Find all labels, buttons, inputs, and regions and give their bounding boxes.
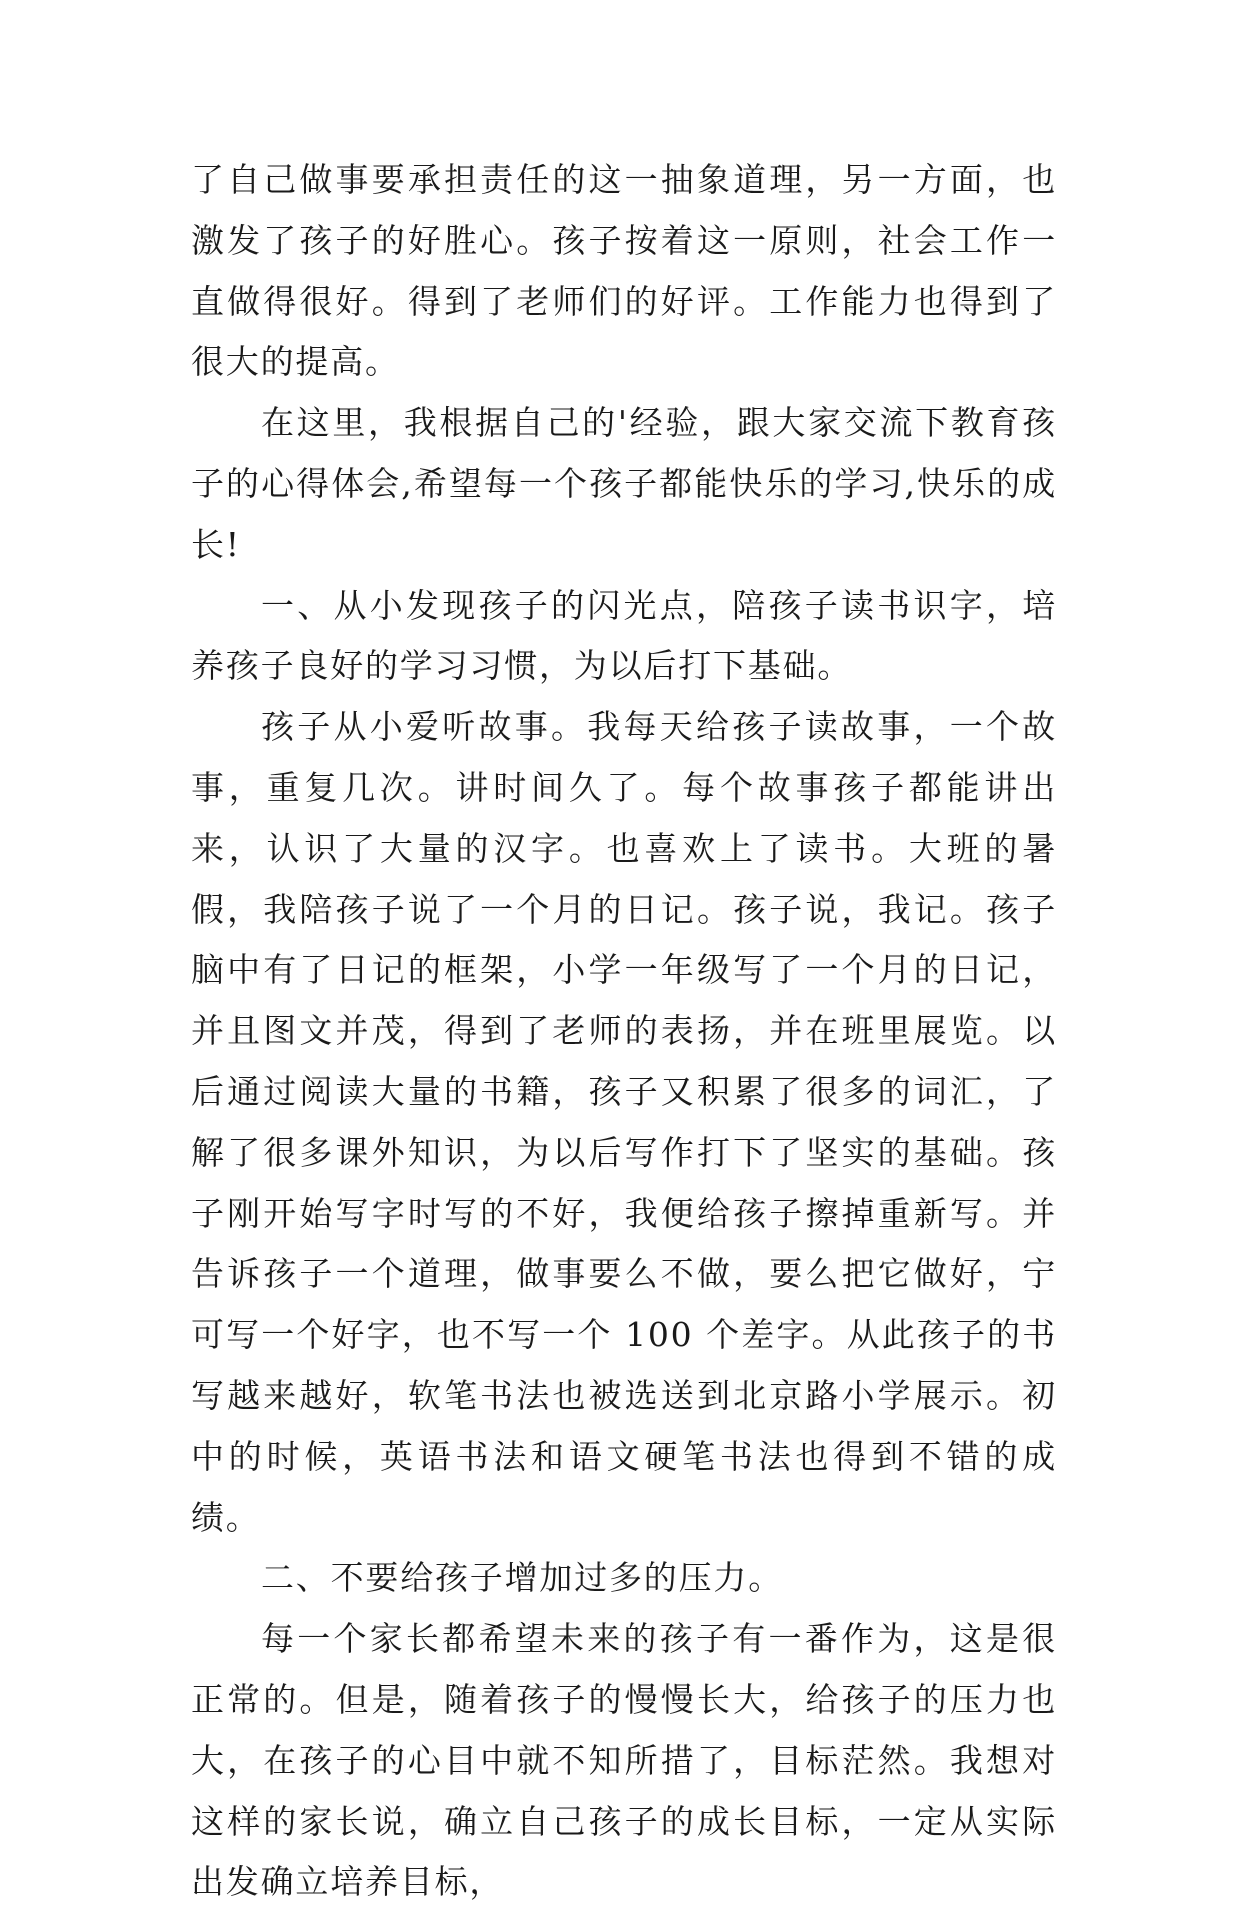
document-body	[191, 150, 1057, 1913]
paragraph-2: 在这里，我根据自己的'经验，跟大家交流下教育孩子的心得体会,希望每一个孩子都能快乐的学习,快乐的成长!	[191, 403, 1057, 564]
paragraph-3-heading: 一、从小发现孩子的闪光点，陪孩子读书识字，培养孩子良好的学习习惯，为以后打下基础。	[191, 585, 1057, 686]
paragraph-4: 孩子从小爱听故事。我每天给孩子读故事，一个故事，重复几次。讲时间久了。每个故事孩子都能讲出来，认识了大量的汉字。也喜欢上了读书。大班的暑假，我陪孩子说了一个月的日记。孩子说，我记。孩子脑中有了日记的框架，小学一年级写了一个月的日记，并且图文并茂，得到了老师的表扬，并在班里展览。以后通过阅读大量的书籍，孩子又积累了很多的词汇，了解了很多课外知识，为以后写作打下了坚实的基础。孩子刚开始写字时写的不好，我便给孩子擦掉重新写。并告诉孩子一个道理，做事要么不做，要么把它做好，宁可写一个好字，也不写一个 100 个差字。从此孩子的书写越来越好，软笔书法也被选送到北京路小学展示。初中的时候，英语书法和语文硬笔书法也得到不错的成绩。	[191, 707, 1057, 1537]
paragraph-6: 每一个家长都希望未来的孩子有一番作为，这是很正常的。但是，随着孩子的慢慢长大，给孩子的压力也大，在孩子的心目中就不知所措了，目标茫然。我想对这样的家长说，确立自己孩子的成长目标，一定从实际出发确立培养目标，	[191, 1619, 1057, 1902]
paragraph-1: 了自己做事要承担责任的这一抽象道理，另一方面，也激发了孩子的好胜心。孩子按着这一原则，社会工作一直做得很好。得到了老师们的好评。工作能力也得到了很大的提高。	[191, 160, 1057, 382]
paragraph-5-heading: 二、不要给孩子增加过多的压力。	[261, 1558, 783, 1598]
